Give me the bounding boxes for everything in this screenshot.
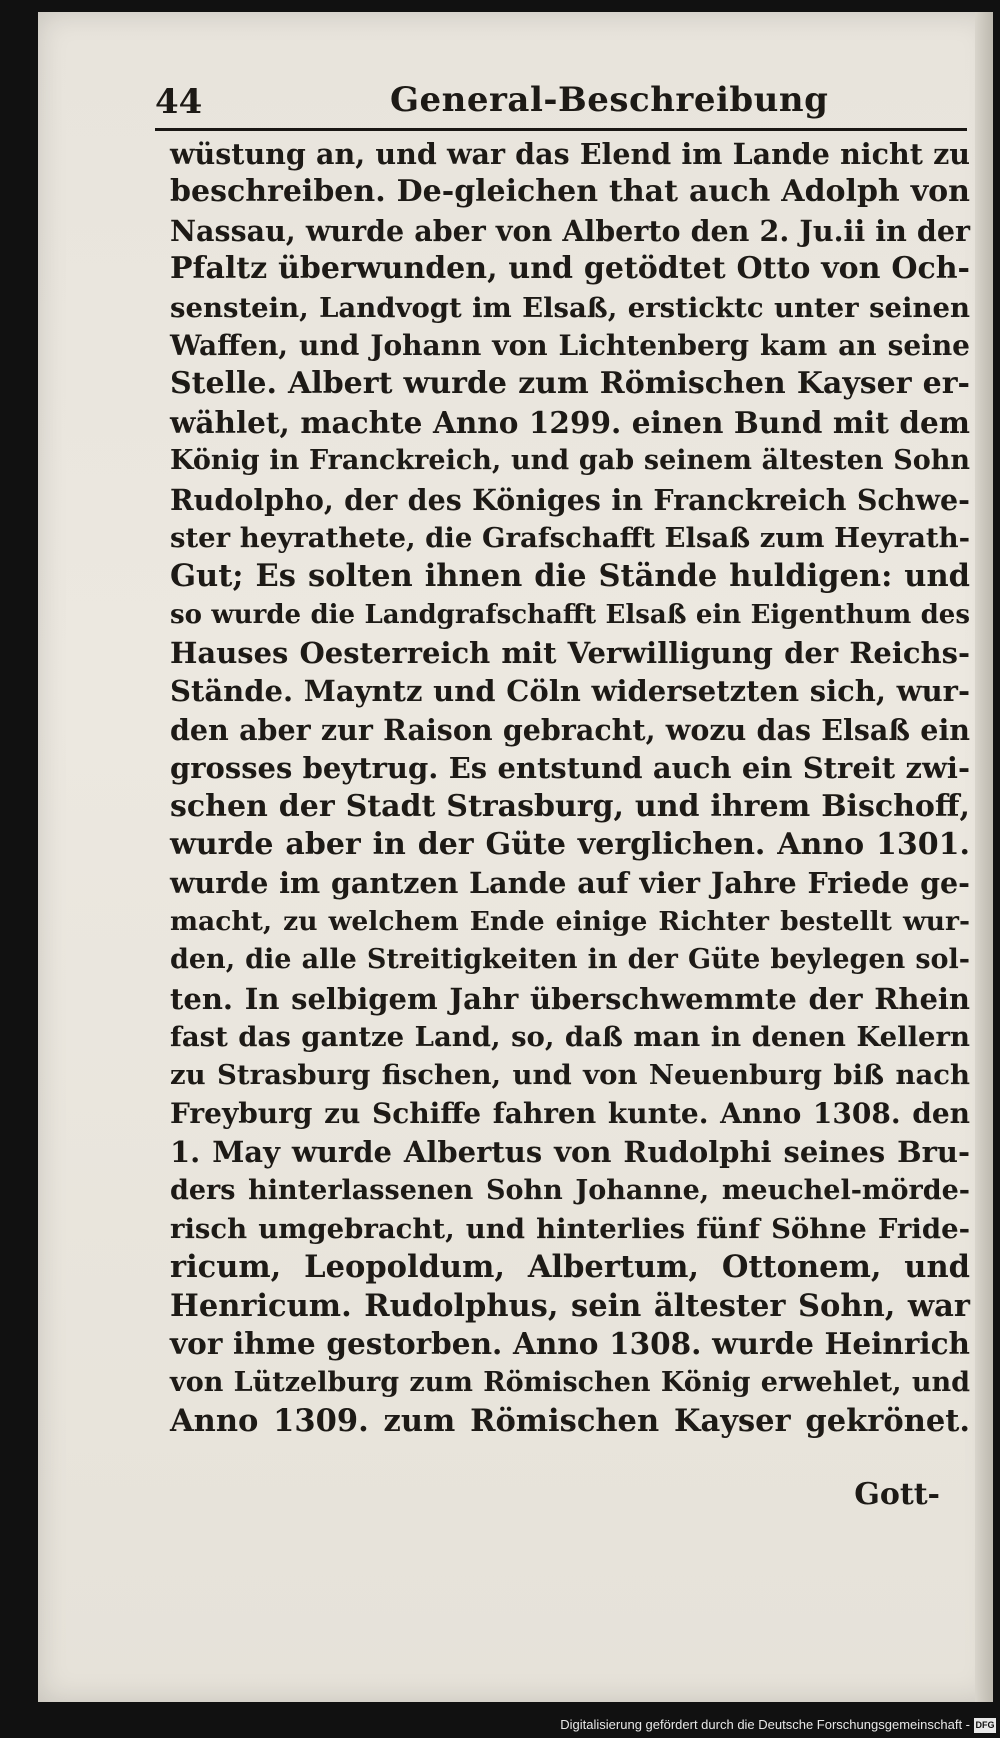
text-line: 1. May wurde Albertus von Rudolphi seines Bru- xyxy=(170,1135,970,1170)
text-line: Anno 1309. zum Römischen Kayser gekrönet. xyxy=(170,1402,970,1439)
text-line: von Lützelburg zum Römischen König erwehlet, und xyxy=(170,1366,970,1398)
text-line: wurde aber in der Güte verglichen. Anno 1301. xyxy=(170,827,970,863)
text-line: vor ihme gestorben. Anno 1308. wurde Heinrich xyxy=(170,1326,970,1362)
text-line: den, die alle Streitigkeiten in der Güte beylegen sol- xyxy=(170,944,970,976)
text-line: grosses beytrug. Es entstund auch ein Streit zwi- xyxy=(170,751,970,786)
text-line: risch umgebracht, und hinterlies fünf Söhne Fride- xyxy=(170,1212,970,1245)
text-line: ster heyrathete, die Grafschafft Elsaß zum Heyrath- xyxy=(170,521,970,554)
page-number: 44 xyxy=(155,82,203,122)
text-line: Pfaltz überwunden, und getödtet Otto von Och- xyxy=(170,251,970,287)
running-head: General-Beschreibung xyxy=(390,80,829,120)
text-line: so wurde die Landgrafschafft Elsaß ein Eigenthum des xyxy=(170,599,970,630)
text-line: den aber zur Raison gebracht, wozu das Elsaß ein xyxy=(170,712,970,747)
text-line: Gut; Es solten ihnen die Stände huldigen: und xyxy=(170,558,970,595)
page-edge xyxy=(975,12,993,1702)
text-line: zu Strasburg fischen, und von Neuenburg biß nach xyxy=(170,1059,970,1092)
footer-bar xyxy=(0,1714,1000,1738)
text-line: ricum, Leopoldum, Albertum, Ottonem, und xyxy=(170,1249,970,1286)
catchword: Gott- xyxy=(854,1477,940,1512)
text-line: wüstung an, und war das Elend im Lande nicht zu xyxy=(170,137,970,171)
text-line: König in Franckreich, und gab seinem ältesten Sohn xyxy=(170,445,970,477)
digitization-credit: Digitalisierung gefördert durch die Deutsche Forschungsgemeinschaft - xyxy=(560,1717,970,1732)
text-line: Nassau, wurde aber von Alberto den 2. Ju.ii in der xyxy=(170,213,970,248)
text-line: ders hinterlassenen Sohn Johanne, meuchel-mörde- xyxy=(170,1174,970,1206)
text-line: Rudolpho, der des Königes in Franckreich Schwe- xyxy=(170,482,970,517)
text-line: Stände. Mayntz und Cöln widersetzten sich, wur- xyxy=(170,674,970,709)
text-line: macht, zu welchem Ende einige Richter bestellt wur- xyxy=(170,905,970,937)
text-line: Freyburg zu Schiffe fahren kunte. Anno 1308. den xyxy=(170,1096,970,1130)
text-line: Waffen, und Johann von Lichtenberg kam an seine xyxy=(170,328,970,362)
text-line: schen der Stadt Strasburg, und ihrem Bischoff, xyxy=(170,788,970,824)
body-text xyxy=(170,135,970,1440)
text-line: fast das gantze Land, so, daß man in denen Kellern xyxy=(170,1020,970,1053)
text-line: Henricum. Rudolphus, sein ältester Sohn, war xyxy=(170,1287,970,1324)
text-line: wählet, machte Anno 1299. einen Bund mit dem xyxy=(170,404,970,440)
text-line: ten. In selbigem Jahr überschwemmte der Rhein xyxy=(170,981,970,1016)
text-line: wurde im gantzen Lande auf vier Jahre Friede ge- xyxy=(170,866,970,901)
text-line: Stelle. Albert wurde zum Römischen Kayser er- xyxy=(170,366,970,402)
text-line: Hauses Oesterreich mit Verwilligung der Reichs- xyxy=(170,636,970,671)
text-line: senstein, Landvogt im Elsaß, ersticktc unter seinen xyxy=(170,291,970,324)
dfg-logo-icon: DFG xyxy=(974,1718,996,1733)
text-line: beschreiben. De-gleichen that auch Adolph von xyxy=(170,174,970,210)
page-header xyxy=(155,78,967,131)
